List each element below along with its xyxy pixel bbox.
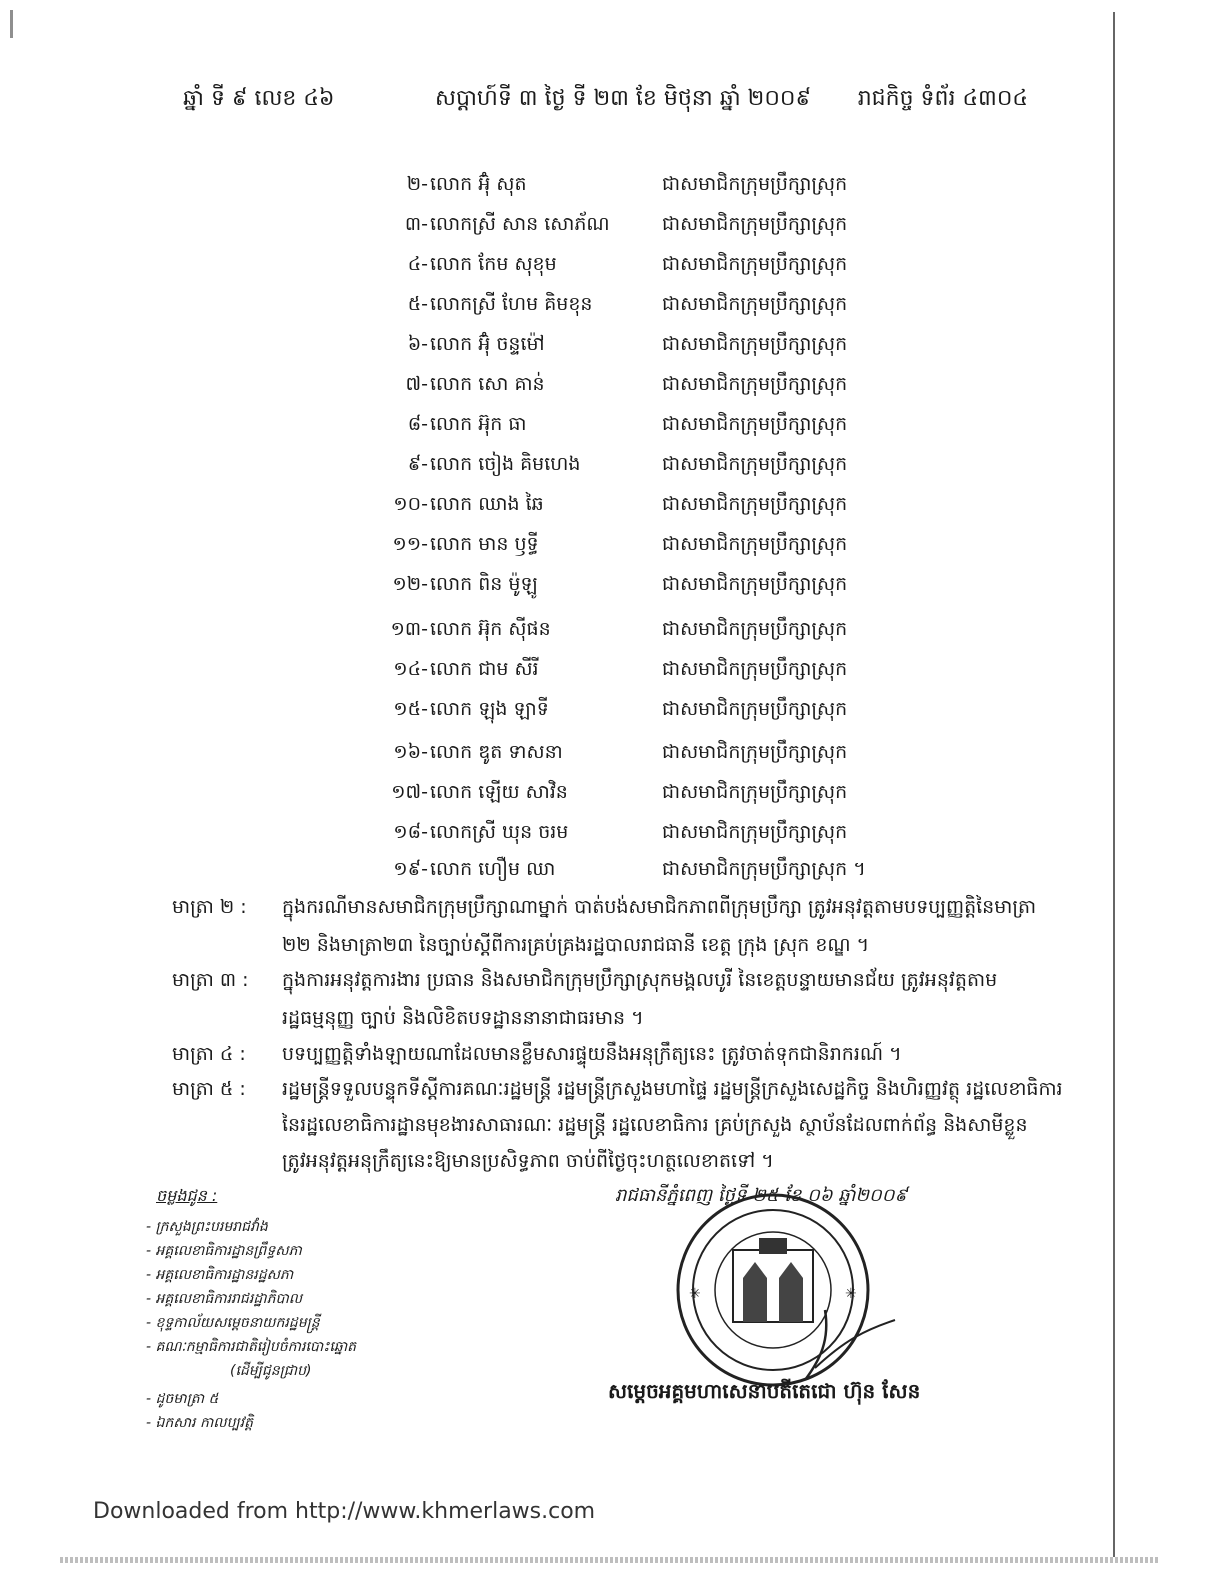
member-name: លោក សោ គាន់: [430, 373, 545, 395]
member-name: លោក ឡើយ សាវិន: [430, 781, 568, 803]
member-row: [360, 492, 920, 524]
official-seal: [655, 1190, 905, 1390]
member-number: ៥-: [407, 293, 428, 315]
member-number: ១១-: [392, 533, 428, 555]
copy-to-item: - អគ្គលេខាធិការដ្ឋានរដ្ឋសភា: [146, 1267, 294, 1283]
header-date: សប្តាហ៍ទី ៣ ថ្ងៃ ទី ២៣ ខែ មិថុនា ឆ្នាំ ២០០៩: [435, 86, 812, 111]
scan-mark: [10, 10, 13, 38]
member-row: [360, 252, 920, 284]
copy-to-title: ចម្លងជូន :: [156, 1186, 218, 1205]
member-role: ជាសមាជិកក្រុមប្រឹក្សាស្រុក: [662, 741, 848, 763]
member-row: [360, 617, 920, 649]
member-role: ជាសមាជិកក្រុមប្រឹក្សាស្រុក: [662, 821, 848, 843]
member-role: ជាសមាជិកក្រុមប្រឹក្សាស្រុក: [662, 618, 848, 640]
member-row: [360, 657, 920, 689]
member-number: ១៣-: [390, 618, 428, 640]
signing-date: រាជធានីភ្នំពេញ ថ្ងៃទី ២៥ ខែ ០៦ ឆ្នាំ២០០៩: [615, 1185, 908, 1206]
svg-text:✳: ✳: [845, 1286, 857, 1302]
member-number: ១២-: [392, 573, 428, 595]
signatory-name: សម្តេចអគ្គមហាសេនាបតីតេជោ ហ៊ុន សែន: [608, 1379, 921, 1403]
download-source: Downloaded from http://www.khmerlaws.com: [93, 1499, 596, 1524]
member-role: ជាសមាជិកក្រុមប្រឹក្សាស្រុក: [662, 333, 848, 355]
member-name: លោក ឈាង ឆៃ: [430, 493, 544, 515]
article-text-line: នៃរដ្ឋលេខាធិការដ្ឋានមុខងារសាធារណៈ រដ្ឋមន្ត្រី រដ្ឋលេខាធិការ គ្រប់ក្រសួង ស្ថាប័នដែលពាក់ព័ន្ធ និងសាមីខ្លួន: [282, 1114, 1028, 1136]
member-role: ជាសមាជិកក្រុមប្រឹក្សាស្រុក: [662, 213, 848, 235]
copy-to-item: - ខុទ្ទកាល័យសម្តេចនាយករដ្ឋមន្ត្រី: [146, 1315, 320, 1331]
article-text-line: រដ្ឋធម្មនុញ្ញ ច្បាប់ និងលិខិតបទដ្ឋាននានាជាធរមាន ។: [282, 1007, 644, 1029]
member-name: លោក កែម សុខុម: [430, 253, 557, 275]
copy-to-item: - ឯកសារ កាលប្បវត្តិ: [146, 1415, 253, 1431]
member-row: [360, 697, 920, 729]
article-text-line: បទប្បញ្ញត្តិទាំងឡាយណាដែលមានខ្លឹមសារផ្ទុយនឹងអនុក្រឹត្យនេះ ត្រូវចាត់ទុកជានិរាករណ៍ ។: [282, 1043, 902, 1065]
article-label: មាត្រា ២ :: [172, 896, 247, 918]
article-label: មាត្រា ៤ :: [172, 1043, 246, 1065]
member-role: ជាសមាជិកក្រុមប្រឹក្សាស្រុក: [662, 658, 848, 680]
member-number: ៨-: [407, 413, 428, 435]
member-number: ១០-: [393, 493, 428, 515]
member-role: ជាសមាជិកក្រុមប្រឹក្សាស្រុក: [662, 413, 848, 435]
article-text-line: ក្នុងករណីមានសមាជិកក្រុមប្រឹក្សាណាម្នាក់ បាត់បង់សមាជិកភាពពីក្រុមប្រឹក្សា ត្រូវអនុវត្តតាមបទប្បញ្ញត្តិនៃមាត្រា: [282, 896, 1037, 918]
member-role: ជាសមាជិកក្រុមប្រឹក្សាស្រុក: [662, 173, 848, 195]
member-number: ១៨-: [393, 821, 428, 843]
member-name: លោក អ៊ុក ធា: [430, 413, 527, 435]
article-label: មាត្រា ៥ :: [172, 1078, 246, 1100]
member-row: [360, 332, 920, 364]
copy-to-item: - គណៈកម្មាធិការជាតិរៀបចំការបោះឆ្នោត: [146, 1339, 357, 1355]
member-row: [360, 212, 920, 244]
article-text-line: ក្នុងការអនុវត្តការងារ ប្រធាន និងសមាជិកក្រុមប្រឹក្សាស្រុកមង្គលបូរី នៃខេត្តបន្ទាយមានជ័យ ត្រូវអនុវត្តតាម: [282, 969, 998, 991]
member-number: ១៧-: [391, 781, 428, 803]
svg-text:✳: ✳: [689, 1286, 701, 1302]
member-name: លោក ពិន ម៉ូឡូ: [430, 573, 538, 595]
member-row: [360, 532, 920, 564]
header-issue: ឆ្នាំ ទី ៩ លេខ ៤៦: [183, 86, 335, 111]
scan-bottom-strip: [60, 1557, 1160, 1563]
member-name: លោក ជាម សីរី: [430, 658, 539, 680]
member-name: លោក អ៊ុំ ចន្ទម៉ៅ: [430, 333, 545, 355]
member-name: លោកស្រី ហែម គិមខុន: [430, 293, 593, 315]
member-row: [360, 372, 920, 404]
member-role: ជាសមាជិកក្រុមប្រឹក្សាស្រុក: [662, 493, 848, 515]
member-number: ៩-: [407, 453, 428, 475]
copy-to-item: - ក្រសួងព្រះបរមរាជវាំង: [146, 1219, 268, 1235]
member-number: ១៤-: [393, 658, 428, 680]
article-text-line: រដ្ឋមន្ត្រីទទួលបន្ទុកទីស្តីការគណៈរដ្ឋមន្ត្រី រដ្ឋមន្ត្រីក្រសួងមហាផ្ទៃ រដ្ឋមន្ត្រីក្រសួងសេដ្ឋកិច្ច និងហិរញ្ញវត្ថុ រដ្ឋលេខាធិការ: [282, 1078, 1063, 1100]
member-number: ២-: [406, 173, 428, 195]
member-row: [360, 172, 920, 204]
member-number: ១៦-: [393, 741, 428, 763]
gazette-header: [183, 84, 1028, 120]
member-name: លោកស្រី ឃុន ចរម: [430, 821, 569, 843]
member-number: ៦-: [407, 333, 428, 355]
member-number: ១៩-: [393, 858, 428, 880]
member-role: ជាសមាជិកក្រុមប្រឹក្សាស្រុក: [662, 373, 848, 395]
member-role: ជាសមាជិកក្រុមប្រឹក្សាស្រុក: [662, 698, 848, 720]
member-role: ជាសមាជិកក្រុមប្រឹក្សាស្រុក: [662, 573, 848, 595]
member-number: ១៥-: [393, 698, 428, 720]
article-text-line: ត្រូវអនុវត្តអនុក្រឹត្យនេះឱ្យមានប្រសិទ្ធភាព ចាប់ពីថ្ងៃចុះហត្ថលេខាតទៅ ។: [282, 1150, 774, 1172]
member-role: ជាសមាជិកក្រុមប្រឹក្សាស្រុក: [662, 781, 848, 803]
member-name: លោក ឡុង ឡាទី: [430, 698, 549, 720]
member-name: លោក ចៀង គិមហេង: [430, 453, 581, 475]
member-name: លោក អ៊ុំ សុត: [430, 173, 527, 195]
member-role: ជាសមាជិកក្រុមប្រឹក្សាស្រុក: [662, 293, 848, 315]
member-name: លោក ហឿម ឈា: [430, 858, 556, 880]
member-role: ជាសមាជិកក្រុមប្រឹក្សាស្រុក: [662, 253, 848, 275]
member-name: លោក អ៊ុក ស៊ីផន: [430, 618, 551, 640]
page-edge-line: [1113, 12, 1115, 1557]
member-row: [360, 857, 920, 889]
copy-to-item: - អគ្គលេខាធិការដ្ឋានព្រឹទ្ធសភា: [146, 1243, 302, 1259]
member-row: [360, 780, 920, 812]
article-label: មាត្រា ៣ :: [172, 969, 249, 991]
member-number: ៤-: [407, 253, 428, 275]
header-page: រាជកិច្ច ទំព័រ ៤៣០៤: [857, 86, 1028, 111]
member-role: ជាសមាជិកក្រុមប្រឹក្សាស្រុក: [662, 533, 848, 555]
article-text-line: ២២ និងមាត្រា២៣ នៃច្បាប់ស្តីពីការគ្រប់គ្រងរដ្ឋបាលរាជធានី ខេត្ត ក្រុង ស្រុក ខណ្ឌ ។: [282, 934, 870, 956]
member-name: លោកស្រី សាន សោភ័ណ: [430, 213, 610, 235]
member-role: ជាសមាជិកក្រុមប្រឹក្សាស្រុក ។: [662, 858, 866, 880]
member-name: លោក មាន ឫទ្ធី: [430, 533, 539, 555]
member-row: [360, 452, 920, 484]
member-row: [360, 412, 920, 444]
member-number: ៧-: [405, 373, 428, 395]
copy-to-item: - ដូចមាត្រា ៥: [146, 1391, 219, 1407]
copy-to-item: (ដើម្បីជូនជ្រាប): [230, 1363, 312, 1379]
member-row: [360, 572, 920, 604]
member-name: លោក ឌូត ទាសនា: [430, 741, 563, 763]
member-row: [360, 820, 920, 852]
member-role: ជាសមាជិកក្រុមប្រឹក្សាស្រុក: [662, 453, 848, 475]
copy-to-item: - អគ្គលេខាធិការរាជរដ្ឋាភិបាល: [146, 1291, 303, 1307]
member-number: ៣-: [404, 213, 428, 235]
member-row: [360, 292, 920, 324]
member-row: [360, 740, 920, 772]
